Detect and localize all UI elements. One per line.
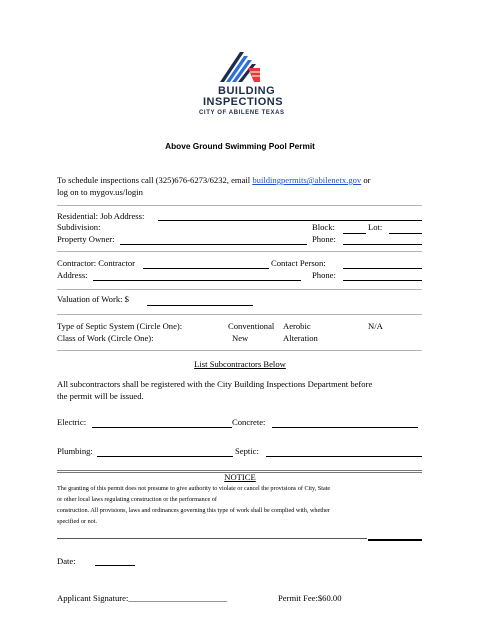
work-class-new-option[interactable]: New xyxy=(232,333,249,343)
septic-sub-field[interactable] xyxy=(266,456,422,457)
septic-type-label: Type of Septic System (Circle One): xyxy=(57,321,183,331)
job-address-label: Residential: Job Address: xyxy=(57,211,145,221)
work-class-label: Class of Work (Circle One): xyxy=(57,333,154,343)
notice-line-4: specified or not. xyxy=(57,518,98,525)
subcontractors-note-2: the permit will be issued. xyxy=(57,391,144,401)
subdivision-label: Subdivision: xyxy=(57,222,101,232)
page-title: Above Ground Swimming Pool Permit xyxy=(165,141,315,151)
contractor-field[interactable] xyxy=(143,268,269,269)
contractor-address-field[interactable] xyxy=(93,280,301,281)
block-label: Block: xyxy=(312,222,335,232)
valuation-field[interactable] xyxy=(147,305,253,306)
owner-phone-field[interactable] xyxy=(343,244,422,245)
notice-signature-line[interactable] xyxy=(57,538,367,539)
contractor-address-label: Address: xyxy=(57,270,88,280)
applicant-signature[interactable]: Applicant Signature:_______________________ xyxy=(57,593,228,603)
permit-fee: Permit Fee:$60.00 xyxy=(278,593,342,603)
contractor-label: Contractor: Contractor xyxy=(57,258,136,268)
intro-line-1 xyxy=(57,176,371,185)
plumbing-label: Plumbing: xyxy=(57,446,93,456)
owner-phone-label: Phone: xyxy=(312,234,336,244)
block-field[interactable] xyxy=(343,233,366,234)
notice-line-1: The granting of this permit does not presume to give authority to violate or cancel the provisions of City, State xyxy=(57,485,331,492)
contractor-phone-label: Phone: xyxy=(312,270,336,280)
septic-na-option[interactable]: N/A xyxy=(368,321,383,331)
building-flag-icon xyxy=(218,48,262,84)
contractor-phone-field[interactable] xyxy=(343,280,422,281)
property-owner-field[interactable] xyxy=(120,244,307,245)
logo-line-inspections: INSPECTIONS xyxy=(203,96,284,108)
concrete-field[interactable] xyxy=(272,427,418,428)
lot-label: Lot: xyxy=(368,222,383,232)
lot-field[interactable] xyxy=(389,233,422,234)
divider xyxy=(57,350,422,351)
septic-aerobic-option[interactable]: Aerobic xyxy=(283,321,311,331)
work-class-alteration-option[interactable]: Alteration xyxy=(283,333,318,343)
date-label: Date: xyxy=(57,556,76,566)
notice-signature-line-thick xyxy=(368,539,422,541)
valuation-label: Valuation of Work: $ xyxy=(57,294,129,304)
notice-divider xyxy=(57,470,422,471)
notice-line-2: or other local laws regulating construction or the performance of xyxy=(57,496,217,503)
subcontractors-heading: List Subcontractors Below xyxy=(194,359,286,369)
concrete-label: Concrete: xyxy=(232,417,266,427)
plumbing-field[interactable] xyxy=(97,456,233,457)
logo-line-city: CITY OF ABILENE TEXAS xyxy=(199,110,285,116)
intro-line-2: log on to mygov.us/login xyxy=(57,187,143,197)
divider xyxy=(57,251,422,252)
intro-text: To schedule inspections call (325)676-6273/6232, email xyxy=(57,175,253,185)
date-field[interactable] xyxy=(95,565,135,566)
divider xyxy=(57,289,422,290)
property-owner-label: Property Owner: xyxy=(57,234,115,244)
septic-conventional-option[interactable]: Conventional xyxy=(228,321,275,331)
notice-heading: NOTICE xyxy=(224,472,256,482)
notice-line-3: construction. All provisions, laws and ordinances governing this type of work shall be complied with, whether xyxy=(57,507,330,514)
email-link[interactable]: buildingpermits@abilenetx.gov xyxy=(252,175,362,185)
subcontractors-note-1: All subcontractors shall be registered with the City Building Inspections Department before xyxy=(57,379,373,389)
electric-field[interactable] xyxy=(92,427,232,428)
city-logo xyxy=(190,48,290,120)
septic-sub-label: Septic: xyxy=(235,446,259,456)
intro-text-or: or xyxy=(361,175,371,185)
contact-person-label: Contact Person: xyxy=(271,258,326,268)
divider xyxy=(57,314,422,315)
job-address-field[interactable] xyxy=(158,220,422,221)
electric-label: Electric: xyxy=(57,417,87,427)
divider xyxy=(57,205,422,206)
contact-person-field[interactable] xyxy=(343,268,422,269)
logo-line-building: BUILDING xyxy=(218,85,276,97)
